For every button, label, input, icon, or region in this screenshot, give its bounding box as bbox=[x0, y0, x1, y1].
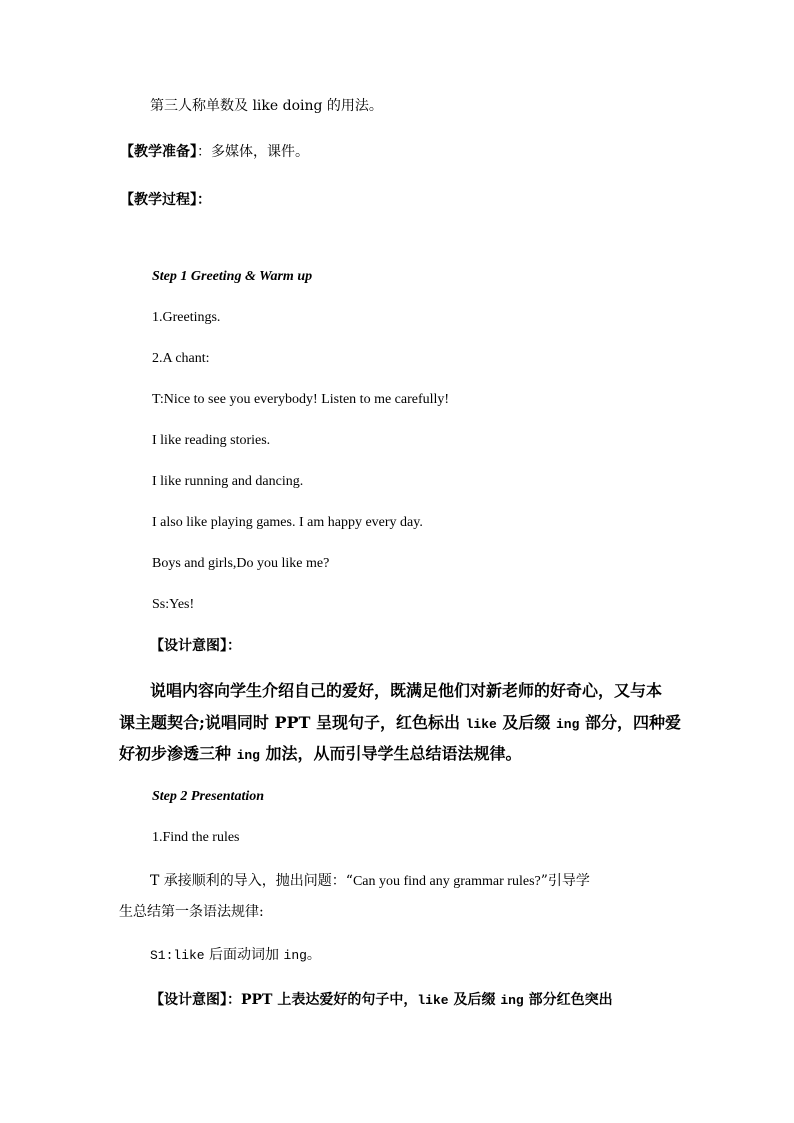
prep-text: ：多媒体，课件。 bbox=[197, 144, 309, 160]
step1-line: Boys and girls,Do you like me? bbox=[152, 556, 330, 571]
design1-para-text: 课主题契合;说唱同时 PPT 呈现句子，红色标出 bbox=[119, 713, 466, 732]
step1-heading: Step 1 Greeting & Warm up bbox=[152, 269, 313, 284]
t-question-english: Can you find any grammar rules? bbox=[352, 874, 541, 889]
t-question-text: T 承接顺利的导入，抛出问题：“ bbox=[150, 873, 353, 889]
design1-para-line1 bbox=[150, 680, 662, 702]
design1-para-text: 说唱内容向学生介绍自己的爱好，既满足他们对新老师的好奇心，又与本 bbox=[150, 681, 663, 700]
step1-line: Ss:Yes! bbox=[152, 597, 195, 612]
design1-para-line3 bbox=[119, 743, 522, 767]
process-line bbox=[120, 190, 211, 210]
design2-text: 及后缀 bbox=[448, 992, 501, 1008]
design2-line bbox=[150, 990, 613, 1011]
t-question-text: ”引导学 bbox=[540, 873, 590, 889]
step1-line: 2.A chant: bbox=[152, 351, 210, 366]
s1-text: 。 bbox=[306, 947, 321, 963]
design2-label: 【设计意图】 bbox=[150, 992, 227, 1008]
design1-para-text: 好初步渗透三种 bbox=[119, 744, 237, 763]
step1-line: I also like playing games. I am happy every day. bbox=[152, 515, 423, 530]
s1-label: S1:like bbox=[150, 948, 205, 963]
design2-text: 部分红色突出 bbox=[523, 992, 613, 1008]
process-colon: ： bbox=[197, 192, 211, 208]
step1-line: I like reading stories. bbox=[152, 433, 271, 448]
design1-label: 【设计意图】： bbox=[150, 638, 241, 654]
step1-line: 1.Greetings. bbox=[152, 310, 221, 325]
s1-text: 后面动词加 bbox=[204, 947, 284, 963]
design1-para-line2 bbox=[119, 712, 681, 736]
process-label: 【教学过程】 bbox=[120, 192, 197, 208]
intro-line bbox=[150, 96, 383, 116]
design1-ing-term: ing bbox=[555, 717, 580, 732]
design1-para-text: 部分，四种爱 bbox=[579, 713, 681, 732]
design2-like-term: like bbox=[417, 993, 449, 1008]
prep-label: 【教学准备】 bbox=[120, 144, 197, 160]
step1-line: T:Nice to see you everybody! Listen to me carefully! bbox=[152, 392, 450, 407]
intro-text: 第三人称单数及 like doing 的用法。 bbox=[150, 98, 383, 114]
t-question-line bbox=[150, 871, 590, 892]
step1-line: I like running and dancing. bbox=[152, 474, 304, 489]
prep-line bbox=[120, 142, 309, 162]
s1-line bbox=[150, 945, 321, 966]
design1-para-text: 及后缀 bbox=[496, 713, 556, 732]
step2-heading: Step 2 Presentation bbox=[152, 789, 265, 804]
t-question-line2: 生总结第一条语法规律: bbox=[119, 904, 264, 920]
find-rules-line: 1.Find the rules bbox=[152, 830, 240, 845]
design1-ing-term: ing bbox=[236, 748, 260, 763]
design1-like-term: like bbox=[465, 717, 497, 732]
design2-text: ：PPT 上表达爱好的句子中， bbox=[227, 992, 418, 1008]
design1-para-text: 加法，从而引导学生总结语法规律。 bbox=[259, 744, 522, 763]
s1-ing-term: ing bbox=[283, 948, 307, 963]
design2-ing-term: ing bbox=[500, 993, 524, 1008]
